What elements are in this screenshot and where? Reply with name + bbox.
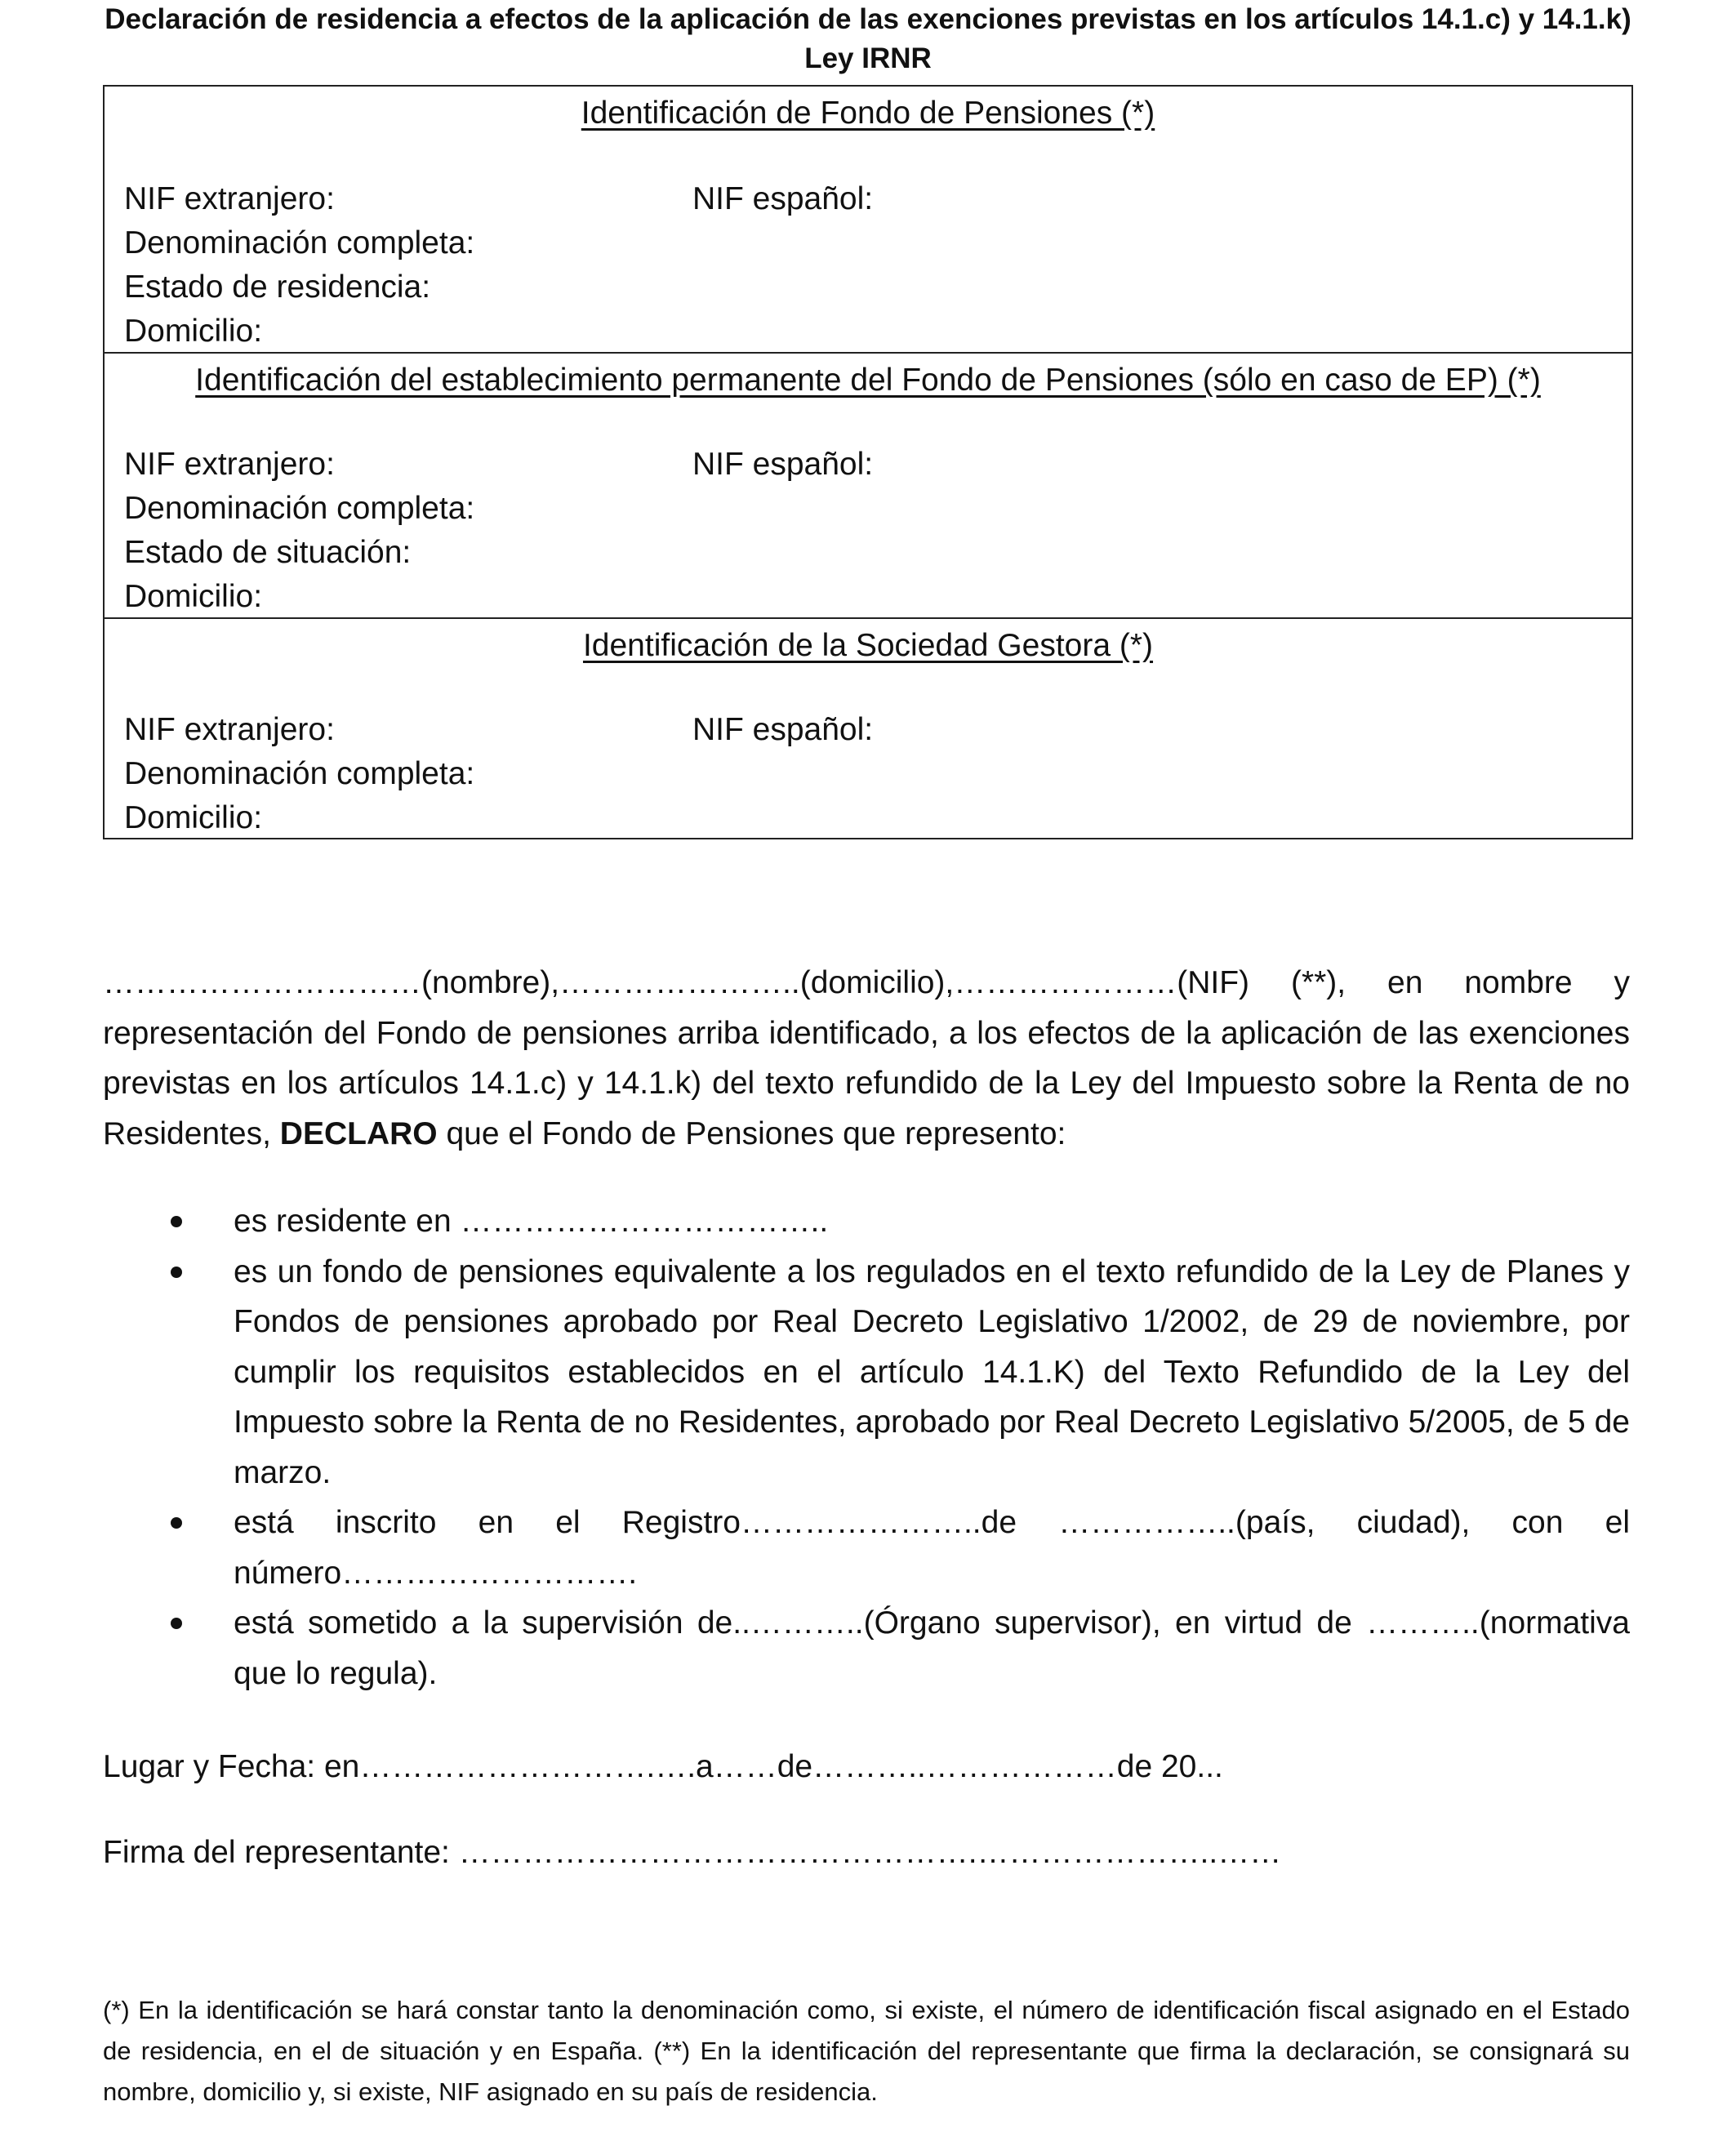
mc-nif-spanish-label: NIF español:: [692, 712, 874, 747]
declaration-intro-text: …………………………(nombre),…………………..(domicilio),…………………(NIF) (**), en nombre y representación del Fondo de pensiones arriba identificado, a los efectos de la aplicación de las exenciones previstas en los artículos 14.1.c) y 14.1.k) del texto refundido de la Ley del Impuesto sobre la Renta de no Residentes,: [103, 965, 1630, 1151]
fund-address-label: Domicilio:: [124, 314, 263, 349]
bullet-icon: [171, 1517, 182, 1529]
bullet-icon: [171, 1267, 182, 1278]
document-title-line2: Ley IRNR: [804, 42, 932, 74]
fund-nif-foreign-label: NIF extranjero:: [124, 181, 335, 216]
document-title: [103, 0, 1633, 78]
footnote: (*) En la identificación se hará constar tanto la denominación como, si existe, el número de identificación fiscal asignado en el Estado de residencia, en el de situación y en España. (**) En la identificación del representante que firma la declaración, se consignará su nombre, domicilio y, si existe, NIF asignado en su país de residencia.: [103, 1996, 1630, 2106]
fund-identification-section: [105, 87, 1631, 352]
mc-address-label: Domicilio:: [124, 800, 263, 835]
declare-keyword: DECLARO: [279, 1115, 438, 1151]
pe-section-heading: Identificación del establecimiento permanente del Fondo de Pensiones (sólo en caso de EP) (*): [195, 363, 1541, 398]
fund-section-heading: Identificación de Fondo de Pensiones (*): [581, 96, 1155, 131]
fund-full-name-label: Denominación completa:: [124, 225, 475, 260]
document-title-line1: Declaración de residencia a efectos de la aplicación de las exenciones previstas en los artículos 14.1.c) y 14.1.k): [105, 3, 1631, 35]
mc-full-name-label: Denominación completa:: [124, 756, 475, 791]
bullet-equivalent-fund: [103, 1247, 1630, 1498]
pe-address-label: Domicilio:: [124, 579, 263, 614]
bullet-registry-text: está inscrito en el Registro…………………..de ……………..(país, ciudad), con el número……………………….: [234, 1505, 1630, 1591]
mc-nif-foreign-label: NIF extranjero:: [124, 712, 335, 747]
pe-state-label: Estado de situación:: [124, 535, 412, 570]
management-company-section: [105, 617, 1631, 839]
declare-rest-text: que el Fondo de Pensiones que represento:: [437, 1115, 1066, 1151]
bullet-icon: [171, 1618, 182, 1629]
bullet-supervision-text: está sometido a la supervisión de..………..(Órgano supervisor), en virtud de ………..(normativa que lo regula).: [234, 1605, 1630, 1691]
bullet-registry: [103, 1498, 1630, 1598]
pe-nif-spanish-label: NIF español:: [692, 447, 874, 482]
fund-state-label: Estado de residencia:: [124, 269, 431, 305]
declaration-bullet-list: [103, 1196, 1630, 1698]
pe-nif-foreign-label: NIF extranjero:: [124, 447, 335, 482]
declaration-intro: [103, 958, 1630, 1159]
bullet-supervision: [103, 1598, 1630, 1698]
pe-full-name-label: Denominación completa:: [124, 491, 475, 526]
permanent-establishment-section: [105, 352, 1631, 619]
place-and-date-line: Lugar y Fecha: en……………………….….a……de………..………………de 20...: [103, 1749, 1223, 1784]
bullet-equivalent-fund-text: es un fondo de pensiones equivalente a los regulados en el texto refundido de la Ley de Planes y Fondos de pensiones aprobado por Real Decreto Legislativo 1/2002, de 29 de noviembre, por cumplir los requisitos establecidos en el artículo 14.1.K) del Texto Refundido de la Ley del Impuesto sobre la Renta de no Residentes, aprobado por Real Decreto Legislativo 5/2005, de 5 de marzo.: [234, 1253, 1630, 1490]
bullet-residence: [103, 1196, 1630, 1247]
fund-nif-spanish-label: NIF español:: [692, 181, 874, 216]
signature-line: Firma del representante: ………………………………………….…………………..……: [103, 1835, 1282, 1870]
mc-section-heading: Identificación de la Sociedad Gestora (*): [582, 628, 1154, 663]
bullet-residence-text: es residente en ……………………………..: [234, 1204, 829, 1239]
identification-box: [103, 85, 1633, 839]
bullet-icon: [171, 1216, 182, 1227]
